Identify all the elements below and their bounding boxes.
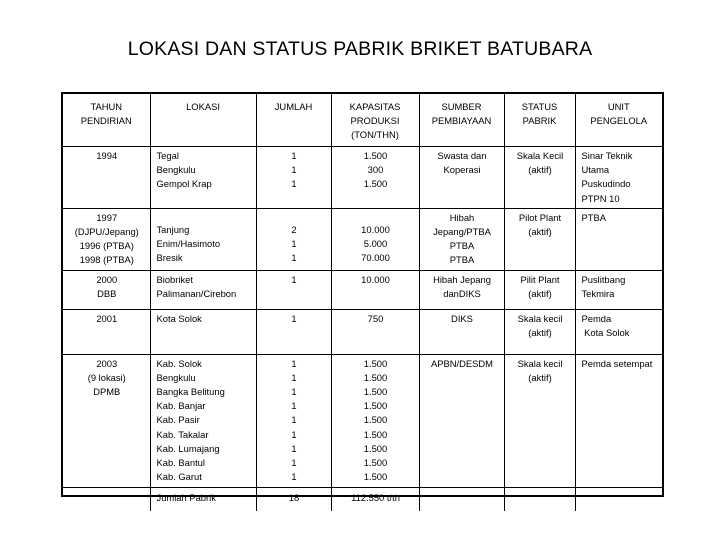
- cell-unit: Pemda Kota Solok: [575, 309, 662, 354]
- cell-unit: Sinar Teknik Utama Puskudindo PTPN 10: [575, 147, 662, 209]
- table-row: [63, 147, 662, 209]
- cell-sumber: Hibah Jepang danDIKS: [419, 270, 504, 309]
- table-row: [63, 309, 662, 354]
- cell-total-empty: [504, 487, 575, 511]
- cell-status: Skala Kecil (aktif): [504, 147, 575, 209]
- cell-lokasi: Tegal Bengkulu Gempol Krap: [150, 147, 256, 209]
- table-row: [63, 208, 662, 270]
- cell-jumlah: 1: [256, 309, 331, 354]
- cell-total-empty: [63, 487, 150, 511]
- cell-lokasi: Biobriket Palimanan/Cirebon: [150, 270, 256, 309]
- cell-kapasitas: 1.500 1.500 1.500 1.500 1.500 1.500 1.500 1.500 1.500: [331, 354, 419, 487]
- cell-jumlah: 1: [256, 270, 331, 309]
- table-row: [63, 354, 662, 487]
- page-title: LOKASI DAN STATUS PABRIK BRIKET BATUBARA: [127, 38, 593, 60]
- cell-tahun: 2003 (9 lokasi) DPMB: [63, 354, 150, 487]
- cell-total-empty: [419, 487, 504, 511]
- table-row: [63, 270, 662, 309]
- header-kapasitas: KAPASITAS PRODUKSI (TON/THN): [331, 94, 419, 147]
- cell-tahun: 1997 (DJPU/Jepang) 1996 (PTBA) 1998 (PTBA): [63, 208, 150, 270]
- cell-lokasi: Kab. Solok Bengkulu Bangka Belitung Kab. Banjar Kab. Pasir Kab. Takalar Kab. Lumajang Kab. Bantul Kab. Garut: [150, 354, 256, 487]
- cell-sumber: Hibah Jepang/PTBA PTBA PTBA: [419, 208, 504, 270]
- cell-jumlah: 1 1 1: [256, 147, 331, 209]
- cell-jumlah: 1 1 1 1 1 1 1 1 1: [256, 354, 331, 487]
- header-unit: UNIT PENGELOLA: [575, 94, 662, 147]
- cell-lokasi: Kota Solok: [150, 309, 256, 354]
- cell-kapasitas: 10.000: [331, 270, 419, 309]
- header-sumber: SUMBER PEMBIAYAAN: [419, 94, 504, 147]
- briket-table: [63, 94, 662, 511]
- cell-sumber: APBN/DESDM: [419, 354, 504, 487]
- cell-sumber: Swasta dan Koperasi: [419, 147, 504, 209]
- header-lokasi: LOKASI: [150, 94, 256, 147]
- cell-total-empty: [575, 487, 662, 511]
- cell-tahun: 1994: [63, 147, 150, 209]
- cell-lokasi: Tanjung Enim/Hasimoto Bresik: [150, 208, 256, 270]
- cell-total-jumlah: 18: [256, 487, 331, 511]
- cell-status: Pilot Plant (aktif): [504, 208, 575, 270]
- cell-status: Pilit Plant (aktif): [504, 270, 575, 309]
- header-tahun: TAHUN PENDIRIAN: [63, 94, 150, 147]
- cell-jumlah: 2 1 1: [256, 208, 331, 270]
- cell-status: Skala kecil (aktif): [504, 309, 575, 354]
- header-jumlah: JUMLAH: [256, 94, 331, 147]
- table-frame: [61, 92, 664, 503]
- header-status: STATUS PABRIK: [504, 94, 575, 147]
- cell-status: Skala kecil (aktif): [504, 354, 575, 487]
- table-total-row: [63, 487, 662, 511]
- cell-unit: Pemda setempat: [575, 354, 662, 487]
- cell-sumber: DIKS: [419, 309, 504, 354]
- cell-total-kapasitas: 112.550 t/th: [331, 487, 419, 511]
- cell-unit: Puslitbang Tekmira: [575, 270, 662, 309]
- table-header-row: [63, 94, 662, 147]
- cell-total-label: Jumlah Pabrik: [150, 487, 256, 511]
- cell-kapasitas: 1.500 300 1.500: [331, 147, 419, 209]
- cell-tahun: 2001: [63, 309, 150, 354]
- cell-unit: PTBA: [575, 208, 662, 270]
- cell-kapasitas: 750: [331, 309, 419, 354]
- cell-kapasitas: 10.000 5.000 70.000: [331, 208, 419, 270]
- cell-tahun: 2000 DBB: [63, 270, 150, 309]
